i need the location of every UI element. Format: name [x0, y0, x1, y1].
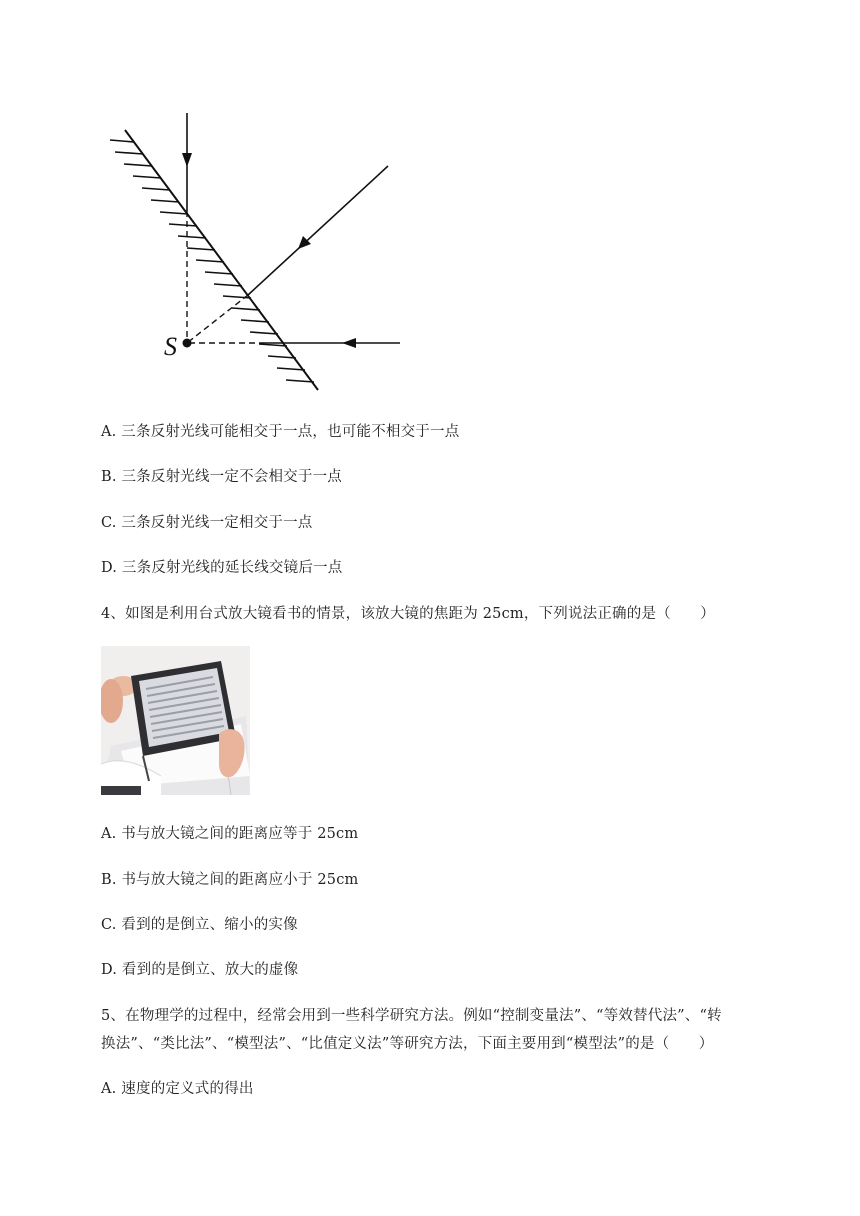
ray-2-extension: [187, 295, 248, 343]
q3-option-a: A. 三条反射光线可能相交于一点，也可能不相交于一点: [101, 424, 460, 440]
incident-ray-2: [248, 166, 388, 295]
q5-stem-line2: 换法”、“类比法”、“模型法”、“比值定义法”等研究方法，下面主要用到“模型法”的是（ ）: [101, 1036, 714, 1052]
q3-option-c: C. 三条反射光线一定相交于一点: [101, 515, 313, 531]
q5-option-a: A. 速度的定义式的得出: [101, 1081, 254, 1097]
ray-1-arrow: [182, 153, 192, 167]
q4-option-c: C. 看到的是倒立、缩小的实像: [101, 917, 298, 933]
mirror-ray-diagram: [100, 105, 410, 405]
q4-option-b: B. 书与放大镜之间的距离应小于 25cm: [101, 872, 359, 888]
mirror-hatching: [110, 140, 314, 382]
mirror-surface: [125, 130, 318, 390]
q3-option-b: B. 三条反射光线一定不会相交于一点: [101, 469, 342, 485]
point-s-label: S: [164, 332, 177, 361]
point-s: [183, 339, 192, 348]
q4-option-a: A. 书与放大镜之间的距离应等于 25cm: [101, 826, 359, 842]
ray-3-arrow: [342, 338, 356, 348]
magnifier-photo: [101, 646, 250, 795]
q4-stem: 4、如图是利用台式放大镜看书的情景，该放大镜的焦距为 25cm，下列说法正确的是（ ）: [101, 606, 715, 622]
q4-option-d: D. 看到的是倒立、放大的虚像: [101, 962, 299, 978]
q5-stem-line1: 5、在物理学的过程中，经常会用到一些科学研究方法。例如“控制变量法”、“等效替代法”、“转: [101, 1008, 722, 1024]
q3-option-d: D. 三条反射光线的延长线交镜后一点: [101, 560, 343, 576]
